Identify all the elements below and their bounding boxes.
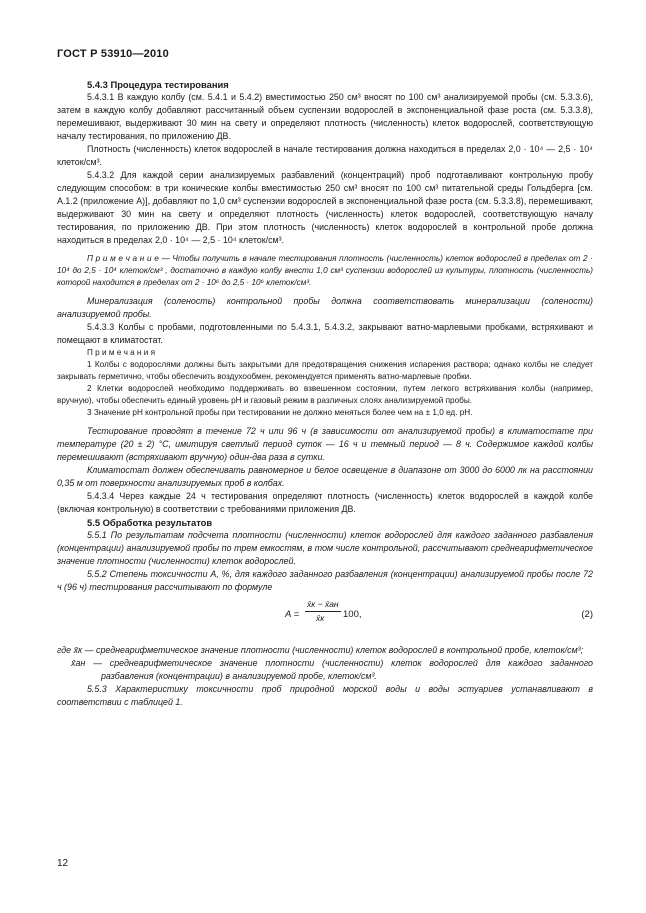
formula-lhs: A = [285, 609, 300, 620]
page-header: ГОСТ Р 53910—2010 [57, 48, 169, 60]
paragraph-5-5-2: 5.5.2 Степень токсичности А, %, для каждого заданного разбавления (концентрации) анализируемой пробы после 72 ч (96 ч) тестирования рассчитывают по формуле [57, 569, 593, 592]
formula-denominator: x̄к [316, 613, 325, 623]
formula-tail: 100, [343, 609, 362, 620]
paragraph-5-4-3-1: 5.4.3.1 В каждую колбу (см. 5.4.1 и 5.4.2) вместимостью 250 см³ вносят по 100 см³ анализируемой пробы (см. 5.3.3.6), затем в каждую колбу добавляют рассчитанный объем суспензии водорослей в экспоненциальной фазе роста (см. 5.3.3.8), перемешивают, выдерживают 30 мин на свету и определяют плотность (численность) клеток водорослей, соответствующую началу тестирования, по приложению ДВ. [57, 92, 593, 141]
section-heading-5-4-3: 5.4.3 Процедура тестирования [87, 79, 229, 90]
paragraph-initial-density: Плотность (численность) клеток водорослей в начале тестирования должна находиться в пределах 2,0 · 10⁴ — 2,5 · 10⁴ клеток/см³. [57, 144, 593, 167]
paragraph-climatostat: Климатостат должен обеспечивать равномерное и белое освещение в диапазоне от 3000 до 6000 лк на расстоянии 0,35 м от поверхности анализируемых проб в колбах. [57, 465, 593, 488]
note-3: 3 Значение pH контрольной пробы при тестировании не должно меняться более чем на ± 1,0 ед. pH. [87, 408, 473, 417]
formula-2 [57, 600, 593, 634]
formula-numerator: x̄к − x̄ан [305, 598, 341, 612]
notes-title: П р и м е ч а н и я [87, 348, 156, 357]
formula-number: (2) [581, 609, 593, 620]
note-density: П р и м е ч а н и е — Чтобы получить в начале тестирования плотность (численность) клеток водорослей в пределах от 2 · 10⁴ до 2,5 · 10⁴ клеток/см³ , достаточно в каждую колбу внести 1,0 см³ суспензии водорослей из культуры, плотность (численность) которой находится в пределах от 2 · 10⁶ до 2,5 · 10⁶ клеток/см³. [57, 254, 593, 287]
paragraph-5-4-3-3: 5.4.3.3 Колбы с пробами, подготовленными по 5.4.3.1, 5.4.3.2, закрывают ватно-марлевыми пробками, встряхивают и помещают в климатостат. [57, 322, 593, 345]
section-heading-5-5: 5.5 Обработка результатов [87, 517, 213, 528]
paragraph-testing-period: Тестирование проводят в течение 72 ч или 96 ч (в зависимости от анализируемой пробы) в климатостате при температуре (20 ± 2) °С, имитируя светлый период суток — 16 ч и темный период — 8 ч. Содержимое каждой колбы перемешивают (встряхивают вручную) один-два раза в сутки. [57, 426, 593, 462]
paragraph-5-4-3-2: 5.4.3.2 Для каждой серии анализируемых разбавлений (концентраций) проб подготавливают контрольную пробу следующим способом: в три конические колбы вместимостью 250 см³ вносят по 100 см³ питательной среды Гольдберга [см. А.1.2 (приложение А)], добавляют по 1,0 см³ суспензии водорослей в экспоненциальной фазе роста (см. 5.3.3.8), перемешивают, выдерживают 30 мин на свету и определяют плотность (численность) клеток водорослей, соответствующую началу тестирования, по приложению ДВ. При этом плотность (численность) клеток водорослей в контрольной пробе должна находиться в пределах 2,0 · 10⁴ — 2,5 · 10⁴ клеток/см³. [57, 170, 593, 245]
paragraph-5-5-1: 5.5.1 По результатам подсчета плотности (численности) клеток водорослей для каждого заданного разбавления (концентрации) анализируемой пробы по трем емкостям, в том числе контрольной, рассчитывают среднеарифметическое значение плотности (численности) клеток водорослей. [57, 530, 593, 566]
paragraph-5-4-3-4: 5.4.3.4 Через каждые 24 ч тестирования определяют плотность (численность) клеток водорослей в каждой колбе (включая контрольную) в соответствии с требованиями приложения ДВ. [57, 491, 593, 514]
note-1: 1 Колбы с водорослями должны быть закрытыми для предотвращения снижения испарения раствора; однако колбы не следует закрывать герметично, чтобы обеспечить воздухообмен, рекомендуется применять ватно-марлевые пробки. [57, 360, 593, 381]
paragraph-5-5-3: 5.5.3 Характеристику токсичности проб природной морской воды и воды эстуариев устанавливают в соответствии с таблицей 1. [57, 684, 593, 707]
document-body [57, 78, 593, 709]
note-2: 2 Клетки водорослей необходимо поддерживать во взвешенном состоянии, путем легкого встряхивания колбы (например, вручную), чтобы обеспечить единый уровень pH и газовый режим в различных слоях анализируемой пробы. [57, 384, 593, 405]
page-number: 12 [57, 858, 69, 869]
where-control: где x̄к — среднеарифметическое значение плотности (численности) клеток водорослей в контрольной пробе, клеток/см³; [57, 645, 584, 655]
paragraph-mineralization: Минерализация (соленость) контрольной пробы должна соответствовать минерализации (солености) анализируемой пробы. [57, 296, 593, 319]
where-analyzed: x̄ан — среднеарифметическое значение плотности (численности) клеток водорослей для каждого заданного разбавления (концентрации) в анализируемой пробе, клеток/см³. [71, 658, 593, 681]
